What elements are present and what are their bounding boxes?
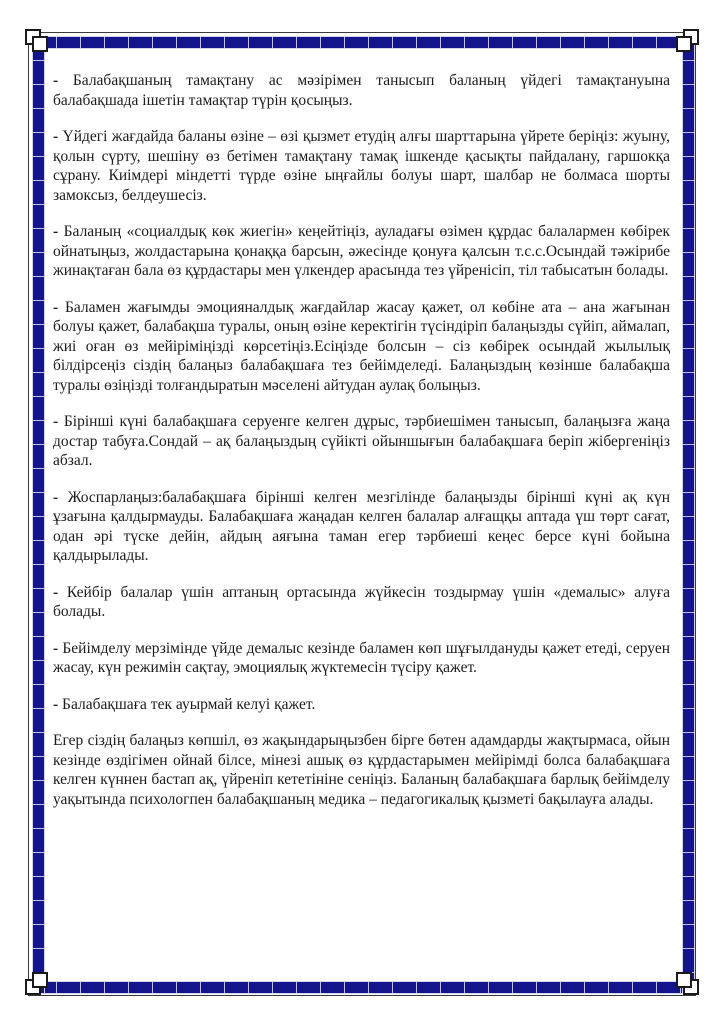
bullet-dash: - <box>53 695 63 713</box>
corner-ornament-bottom-left-inner <box>32 972 48 988</box>
bullet-dash: - <box>53 298 66 316</box>
bullet-dash: - <box>53 488 68 506</box>
paragraph <box>53 731 670 809</box>
paragraph <box>53 71 670 110</box>
bullet-dash: - <box>53 583 67 601</box>
paragraph-text: Бірінші күні балабақшаға серуенге келген дұрыс, тәрбиешімен танысып, балаңызға жаңа достар табуға.Сондай – ақ балаңыздың сүйікті ойыншығын балабақшаға беріп жібергеніңіз абзал. <box>53 413 670 469</box>
paragraph-text: Балабақшаның тамақтану ас мәзірімен танысып баланың үйдегі тамақтануына балабақшада ішетін тамақтар түрін қосыңыз. <box>53 72 670 109</box>
paragraph <box>53 222 670 281</box>
frame-band-bottom <box>33 982 694 993</box>
paragraph-text: Үйдегі жағдайда баланы өзіне – өзі қызмет етудің алғы шарттарына үйрете беріңіз: жуыну, қолын сүрту, шешіну өз бетімен тамақтану тамақ ішкенде қасықты пайдалану, гаршокқа сұрану. Киімдері міндетті түрде өзіне ыңғайлы болуы шарт, шалбар не болмаса шорты замоксыз, белдеушесіз. <box>53 128 670 204</box>
corner-ornament-top-left-inner <box>32 36 48 52</box>
paragraph-text: Кейбір балалар үшін аптаның ортасында жүйкесін тоздырмау үшін «демалыс» алуға болады. <box>53 583 671 620</box>
paragraph-text: Баламен жағымды эмоцияналдық жағдайлар жасау қажет, ол көбіне ата – ана жағынан болуы қажет, балабақша туралы, оның өзіне керектігін түсіндіріп балаңызды сүйіп, аймалап, жиі оған өз мейіріміңізді көрсетіңіз.Есіңізде болсын – сіз көбірек осындай жылылық білдірсеңіз сіздің балаңыз балабақшаға тез бейімделеді. Балаңыздың көзінше балабақша туралы өзіңізді толғандыратын мәселені айтудан аулақ болыңыз. <box>53 298 670 394</box>
bullet-dash: - <box>53 639 63 657</box>
paragraph <box>53 639 670 678</box>
paragraph-text: Балабақшаға тек ауырмай келуі қажет. <box>62 695 316 713</box>
paragraph-text: Бейімделу мерзімінде үйде демалыс кезінде баламен көп шұғылдануды қажет етеді, серуен жасау, күн режимін сақтау, эмоциялық жүктемесін түсіру қажет. <box>53 639 671 676</box>
frame-band-left <box>33 37 44 993</box>
bullet-dash: - <box>53 128 63 145</box>
frame-band-top <box>33 37 694 48</box>
paragraph <box>53 298 670 396</box>
paragraph <box>53 583 670 622</box>
document-content <box>53 71 670 809</box>
paragraph <box>53 488 670 566</box>
frame-band-right <box>683 37 694 993</box>
corner-ornament-top-right-inner <box>676 36 692 52</box>
paragraph-text: Жоспарлаңыз:балабақшаға бірінші келген мезгілінде балаңызды бірінші күні ақ күн ұзағына қалдырмауды. Балабақшаға жаңадан келген балалар алғащқы аптада үш төрт сағат, одан әрі түске дейін, айдың аяғына таман егер тәрбиеші кеңес берсе күні бойына қалдырылады. <box>53 488 670 564</box>
bullet-dash: - <box>53 223 64 240</box>
paragraph <box>53 412 670 471</box>
corner-ornament-bottom-right-inner <box>676 972 692 988</box>
bullet-dash: - <box>53 72 73 89</box>
paragraph-text: Егер сіздің балаңыз көпшіл, өз жақындарыңызбен бірге бөтен адамдарды жақтырмаса, ойын кезінде өздігімен ойнай білсе, мінезі ашық өз құрдастарымен мейірімді болса балабақшаға келген күннен бастап ақ, үйреніп кететініне сеніңіз. Баланың балабақшаға барлық бейімделу уақытында психологпен балабақшаның медика – педагогикалық қызметі бақылауға алады. <box>53 732 670 808</box>
paragraph-text: Баланың «социалдық көк жиегін» кеңейтіңіз, ауладағы өзімен құрдас балалармен көбірек ойнатыңыз, жолдастарына қонаққа барсын, әжесінде қонуға қалсын т.с.с.Осындай тәжірибе жинақтаған бала өз құрдастары мен үлкендер арасында тез үйренісіп, тіл табысатын болады. <box>53 223 670 279</box>
paragraph <box>53 695 670 715</box>
paragraph <box>53 127 670 205</box>
bullet-dash: - <box>53 413 64 430</box>
